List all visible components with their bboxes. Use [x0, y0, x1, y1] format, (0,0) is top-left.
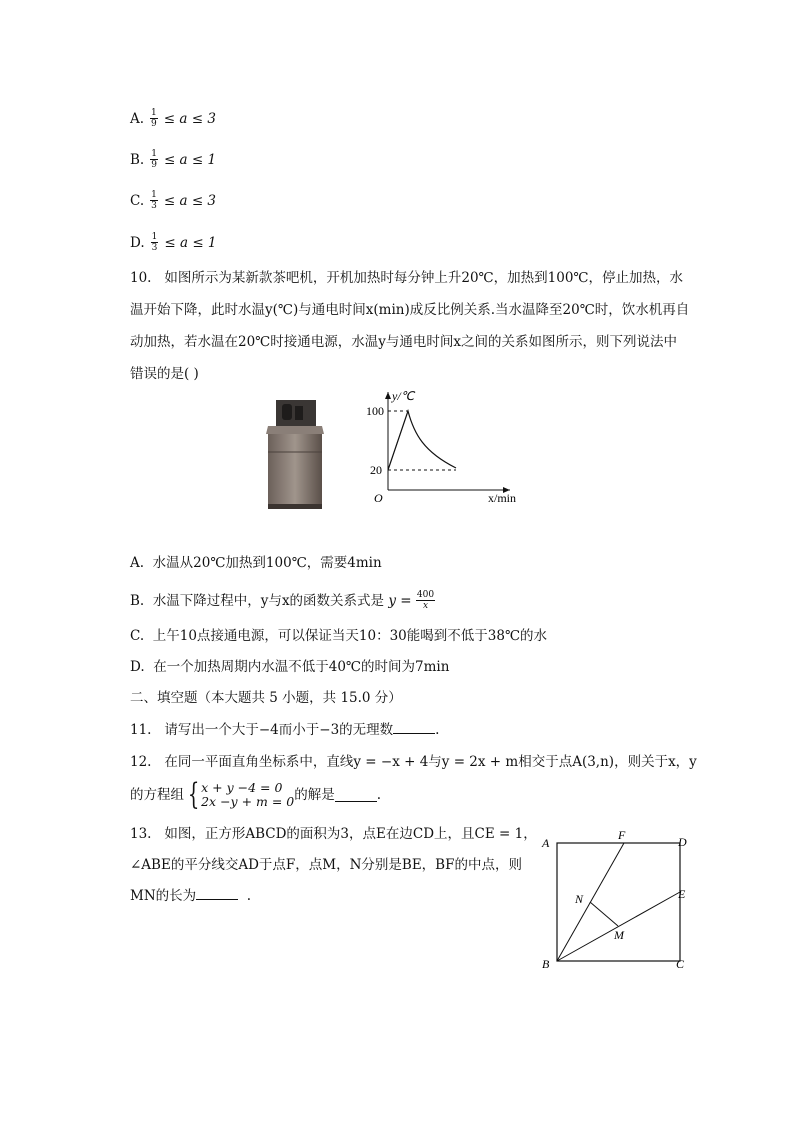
label-b: B	[542, 957, 550, 971]
q9-option-a[interactable]: A. $\frac{1}{9}$ ≤ a ≤ 3	[130, 108, 216, 129]
equation-system: { x + y −4 = 0 2x −y + m = 0	[187, 777, 295, 812]
answer-blank[interactable]	[393, 721, 435, 734]
q10-option-b[interactable]: B. 水温下降过程中，y与x的函数关系式是 y = $\frac{400}{x}$	[130, 590, 435, 611]
tick-20: 20	[370, 463, 382, 477]
q10-option-d[interactable]: D. 在一个加热周期内水温不低于40℃的时间为7min	[130, 659, 450, 675]
fraction: $\frac{1}{3}$	[151, 232, 158, 253]
fraction: $\frac{1}{9}$	[151, 108, 157, 129]
temperature-graph	[362, 386, 532, 508]
q12-line-2: 的方程组 { x + y −4 = 0 2x −y + m = 0 的解是 .	[130, 777, 382, 812]
origin-label: O	[374, 491, 383, 505]
q11: 11. 请写出一个大于−4而小于−3的无理数 .	[130, 722, 440, 738]
q10-option-a[interactable]: A. 水温从20℃加热到100℃，需要4min	[130, 555, 382, 571]
answer-blank[interactable]	[196, 887, 238, 900]
label-n: N	[575, 892, 584, 906]
segment-mn	[590, 902, 618, 926]
fraction: $\frac{400}{x}$	[416, 590, 435, 611]
q10-line-4: 错误的是( )	[130, 366, 199, 382]
answer-blank[interactable]	[335, 789, 377, 802]
q10-option-c[interactable]: C. 上午10点接通电源，可以保证当天10：30能喝到不低于38℃的水	[130, 628, 548, 644]
label-f: F	[618, 828, 626, 842]
q10-line-3: 动加热，若水温在20℃时接通电源，水温y与通电时间x之间的关系如图所示，则下列说法中	[130, 334, 678, 350]
label-m: M	[614, 928, 624, 942]
section-heading: 二、填空题（本大题共 5 小题，共 15.0 分）	[130, 690, 402, 706]
q9-option-b[interactable]: B. $\frac{1}{9}$ ≤ a ≤ 1	[130, 149, 217, 170]
q10-line-2: 温开始下降，此时水温y(℃)与通电时间x(min)成反比例关系.当水温降至20℃时，饮水机再自	[130, 302, 690, 318]
label-d: D	[678, 835, 687, 849]
temperature-curve	[388, 411, 456, 470]
x-axis-label: x/min	[488, 491, 517, 505]
q13-line-3: MN的长为 .	[130, 888, 252, 904]
q13-line-2: ∠ABE的平分线交AD于点F，点M，N分别是BE，BF的中点，则	[130, 857, 522, 873]
label-e: E	[678, 887, 686, 901]
q9-option-c[interactable]: C. $\frac{1}{3}$ ≤ a ≤ 3	[130, 190, 217, 211]
y-axis-label: y/℃	[392, 389, 415, 403]
tea-machine-image	[262, 396, 328, 512]
fraction: $\frac{1}{3}$	[151, 190, 157, 211]
q13-line-1: 13. 如图，正方形ABCD的面积为3，点E在边CD上，且CE = 1，	[130, 826, 537, 842]
q12-line-1: 12. 在同一平面直角坐标系中，直线y = −x + 4与y = 2x + m相交于点A(3,n)，则关于x，y	[130, 754, 697, 770]
q9-option-d[interactable]: D. $\frac{1}{3}$ ≤ a ≤ 1	[130, 232, 217, 253]
label-c: C	[676, 957, 685, 971]
fraction: $\frac{1}{9}$	[151, 149, 157, 170]
square-figure	[538, 826, 698, 974]
tick-100: 100	[366, 404, 384, 418]
q10-line-1: 10. 如图所示为某新款茶吧机，开机加热时每分钟上升20℃，加热到100℃，停止加热，水	[130, 270, 684, 286]
label-a: A	[542, 836, 550, 850]
